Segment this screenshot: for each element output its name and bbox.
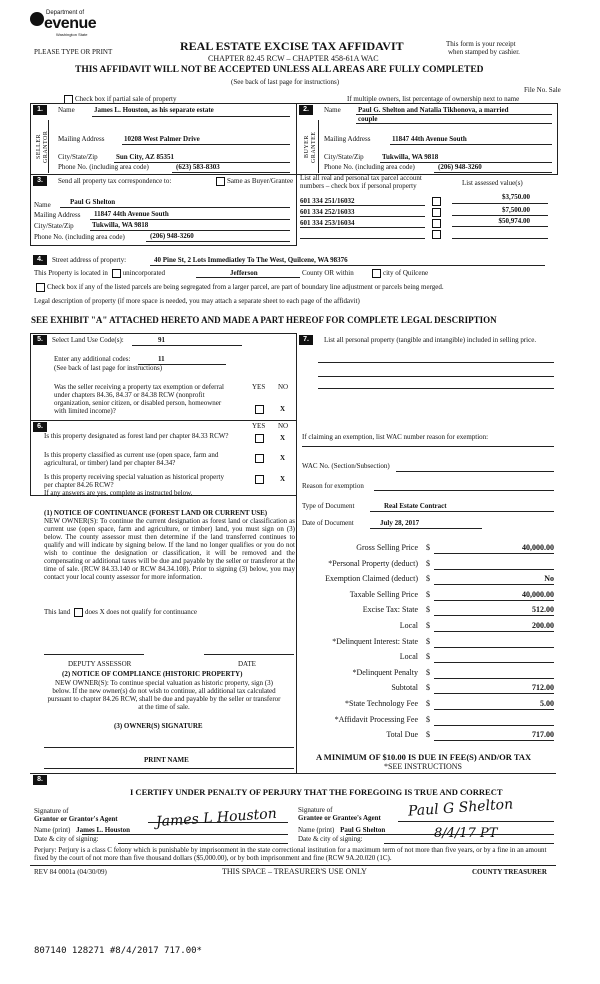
buyer-name-1: Paul G. Shelton and Natalia Tikhonova, a married <box>358 106 509 114</box>
yes-checkbox[interactable] <box>255 405 264 414</box>
personal-property-checkbox[interactable] <box>432 208 441 217</box>
tax-row-value[interactable]: 200.00 <box>532 621 554 630</box>
city-of-row: city of Quilcene <box>370 269 428 278</box>
tax-row-line <box>434 615 554 616</box>
forest-land-question: Is this property designated as forest land per chapter 84.33 RCW? <box>44 432 229 440</box>
tax-row-line <box>434 600 554 601</box>
tax-row-line <box>434 631 554 632</box>
buyer-mail-label: Mailing Address <box>324 135 371 143</box>
dollar-sign: $ <box>426 621 430 630</box>
county-or-label: County OR within <box>302 269 354 277</box>
sec3-mail: 11847 44th Avenue South <box>94 210 169 218</box>
grantee-signature: Paul G Shelton <box>407 796 514 820</box>
current-use-question: Is this property classified as current use (open space, farm and agricultural, or timber) land per chapter 84.34? <box>44 451 219 467</box>
receipt-note-1: This form is your receipt <box>446 40 516 48</box>
form-subtitle: CHAPTER 82.45 RCW – CHAPTER 458-61A WAC <box>208 54 379 63</box>
same-as-buyer-checkbox[interactable] <box>216 177 225 186</box>
land-use-label: Select Land Use Code(s): <box>52 336 124 344</box>
tax-row-line <box>434 662 554 663</box>
seller-name-label: Name <box>58 106 75 114</box>
tax-row-line <box>434 740 554 741</box>
grantee-name-row: Name (print) Paul G Shelton <box>298 826 386 834</box>
form-revision: REV 84 0001a (04/30/09) <box>34 868 107 876</box>
does-checkbox[interactable] <box>74 608 83 617</box>
section-4-number: 4. <box>33 255 47 265</box>
tax-row-line <box>434 569 554 570</box>
tax-row-line <box>434 553 554 554</box>
sec3-phone: (206) 948-3260 <box>150 232 194 240</box>
seller-phone: (623) 583-8303 <box>176 163 220 171</box>
yes-checkbox[interactable] <box>255 454 264 463</box>
dollar-sign: $ <box>426 605 430 614</box>
yes-checkbox[interactable] <box>255 475 264 484</box>
doc-type-label: Type of Document <box>302 502 355 510</box>
personal-property-checkbox[interactable] <box>432 197 441 206</box>
section-1-number: 1. <box>33 105 47 115</box>
seller-mail: 10208 West Palmer Drive <box>124 135 200 143</box>
assessed-value: $50,974.00 <box>498 217 530 225</box>
notice-compliance-text: NEW OWNER(S): To continue special valuation as historic property, sign (3) below. If the new owner(s) do not wish to continue, all additional tax calculated pursuant to chapter 84.26 RCW, shall be due and payable by the seller or transferor at the time of sale. <box>47 679 281 711</box>
treasurer-use-note: THIS SPACE – TREASURER'S USE ONLY <box>222 867 367 876</box>
seller-city: Sun City, AZ 85351 <box>116 153 174 161</box>
sec3-name-label: Name <box>34 201 51 209</box>
additional-codes-label: Enter any additional codes: <box>54 355 131 363</box>
dollar-sign: $ <box>426 715 430 724</box>
tax-row-label: Subtotal <box>391 683 418 692</box>
form-warning: THIS AFFIDAVIT WILL NOT BE ACCEPTED UNLESS ALL AREAS ARE FULLY COMPLETED <box>75 65 484 75</box>
grantor-sig-label-2: Grantor or Grantor's Agent <box>34 815 118 823</box>
wac-reason-label: If claiming an exemption, list WAC number reason for exemption: <box>302 433 489 441</box>
grantor-signature: James L Houston <box>155 805 278 831</box>
tax-row-label: Exemption Claimed (deduct) <box>325 574 418 583</box>
personal-property-checkbox[interactable] <box>432 230 441 239</box>
tax-row-value[interactable]: 512.00 <box>532 605 554 614</box>
dollar-sign: $ <box>426 543 430 552</box>
if-yes-instruction: If any answers are yes, complete as instructed below. <box>44 489 193 497</box>
buyer-name-label: Name <box>324 106 341 114</box>
see-back-note: (See back of last page for instructions) <box>231 78 340 86</box>
grantee-sig-label-1: Signature of <box>298 806 333 814</box>
dollar-sign: $ <box>426 730 430 739</box>
no-mark: X <box>280 434 286 442</box>
tax-row-line <box>434 725 554 726</box>
deputy-assessor-label: DEPUTY ASSESSOR <box>68 660 132 668</box>
perjury-notice: Perjury: Perjury is a class C felony which is punishable by imprisonment in the state correctional institution for a maximum term of not more than five years, or by a fine in an amount fixed by the court of not more than five thousand dollars ($5,000.00), or by both imprisonment and fine (RCW 9A.20.020 (1C). <box>34 846 547 862</box>
section-5-number: 5. <box>33 335 47 345</box>
buyer-city: Tukwilla, WA 9818 <box>382 153 439 161</box>
land-use-code: 91 <box>158 336 165 344</box>
grantee-date-city: 8/4/17 PT <box>434 826 498 841</box>
tax-row-value[interactable]: 717.00 <box>532 730 554 739</box>
tax-row-value[interactable]: 40,000.00 <box>522 590 554 599</box>
unincorporated-checkbox[interactable] <box>112 269 121 278</box>
doc-date: July 28, 2017 <box>380 519 420 527</box>
buyer-phone: (206) 948-3260 <box>438 163 482 171</box>
no-header: NO <box>278 383 289 391</box>
dollar-sign: $ <box>426 683 430 692</box>
tax-row-value[interactable]: No <box>544 574 554 583</box>
segregated-row: Check box if any of the listed parcels are being segregated from a larger parcel, are part of boundary line adjustment or parcels being merged. <box>34 283 444 292</box>
dollar-sign: $ <box>426 699 430 708</box>
assessed-label: List assessed value(s) <box>462 179 523 187</box>
tax-row-label: *Affidavit Processing Fee <box>334 715 418 724</box>
agency-name: evenue <box>44 15 97 32</box>
no-header: NO <box>278 422 289 430</box>
parcel-number: 601 334 252/16033 <box>300 208 355 217</box>
parcel-number: 601 334 253/16034 <box>300 219 355 228</box>
tax-row-line <box>434 693 554 694</box>
yes-checkbox[interactable] <box>255 434 264 443</box>
buyer-phone-label: Phone No. (including area code) <box>324 163 415 171</box>
buyer-side-label: BUYER GRANTEE <box>304 131 317 163</box>
no-mark: X <box>280 405 286 413</box>
send-correspondence-label: Send all property tax correspondence to: <box>58 177 172 185</box>
qualify-row: This land does X does not qualify for continuance <box>44 608 197 617</box>
additional-codes: 11 <box>158 355 165 363</box>
property-location-row: This Property is located in unincorporated <box>34 269 166 278</box>
sec3-mail-label: Mailing Address <box>34 211 81 219</box>
file-no: File No. Sale <box>524 86 561 94</box>
county-name: Jefferson <box>230 269 258 277</box>
dollar-sign: $ <box>426 574 430 583</box>
assessed-value: $7,500.00 <box>502 206 530 214</box>
exemption-reason-label: Reason for exemption <box>302 482 364 490</box>
dollar-sign: $ <box>426 559 430 568</box>
tax-row-value[interactable]: 40,000.00 <box>522 543 554 552</box>
tax-row-line <box>434 584 554 585</box>
tax-row-label: Excise Tax: State <box>362 605 418 614</box>
agency-logo <box>30 10 100 42</box>
seller-mail-label: Mailing Address <box>58 135 105 143</box>
buyer-city-label: City/State/Zip <box>324 153 364 161</box>
tax-row-label: *State Technology Fee <box>344 699 418 708</box>
no-mark: X <box>280 475 286 483</box>
seller-side-label: SELLER GRANTOR <box>36 130 49 164</box>
seller-city-label: City/State/Zip <box>58 153 98 161</box>
tax-row-label: *Personal Property (deduct) <box>328 559 418 568</box>
notice-continuance-title: (1) NOTICE OF CONTINUANCE (FOREST LAND OR CURRENT USE) <box>44 509 268 517</box>
parcel-number: 601 334 251/16032 <box>300 197 355 206</box>
receipt-note-2: when stamped by cashier. <box>448 48 520 56</box>
assessor-date-label: DATE <box>238 660 256 668</box>
print-name-label: PRINT NAME <box>144 756 189 764</box>
tax-row-line <box>434 678 554 679</box>
property-street: 40 Pine St, 2 Lots Immediatley To The West, Quilcene, WA 98376 <box>154 256 348 264</box>
tax-row-line <box>434 709 554 710</box>
tax-row-value[interactable]: 5.00 <box>540 699 554 708</box>
tax-row-label: *Delinquent Penalty <box>352 668 418 677</box>
doc-type: Real Estate Contract <box>384 502 447 510</box>
notice-compliance-title: (2) NOTICE OF COMPLIANCE (HISTORIC PROPERTY) <box>62 670 243 678</box>
land-use-see-back: (See back of last page for instructions) <box>54 364 163 372</box>
tax-row-label: Local <box>399 621 418 630</box>
personal-property-checkbox[interactable] <box>432 219 441 228</box>
logo-swoosh-icon <box>30 12 44 26</box>
owner-signature-label: (3) OWNER(S) SIGNATURE <box>114 722 203 730</box>
tax-row-label: *Delinquent Interest: State <box>332 637 418 646</box>
grantor-name-row: Name (print) James L. Houston <box>34 826 130 834</box>
certify-statement: I CERTIFY UNDER PENALTY OF PERJURY THAT THE FOREGOING IS TRUE AND CORRECT <box>130 787 503 797</box>
sec3-phone-label: Phone No. (including area code) <box>34 233 125 241</box>
tax-row-label: Gross Selling Price <box>356 543 418 552</box>
tax-row-value[interactable]: 712.00 <box>532 683 554 692</box>
assessed-value: $3,750.00 <box>502 193 530 201</box>
sec3-city-label: City/State/Zip <box>34 222 74 230</box>
tax-row-label: Local <box>399 652 418 661</box>
partial-sale-row: Check box if partial sale of property <box>62 95 176 104</box>
exemption-question: Was the seller receiving a property tax exemption or deferral under chapters 84.36, 84.37 or 84.38 RCW (nonprofit organization, senior citizen, or disabled person, homeowner with limited income)? <box>54 383 224 415</box>
notice-continuance-text: NEW OWNER(S): To continue the current designation as forest land or classification as current use (open space, farm and agriculture, or timber) land, you must sign on (3) below. The county assessor must then determine if the land transferred continues to qualify and will indicate by signing below. If the land no longer qualifies or you do not wish to continue the designation or classification, it will be removed and the compensating or additional taxes will be due and payable by the seller or transferor at the time of sale. (RCW 84.33.140 or RCW 84.34.108). Prior to signing (3) below, you may contact your local county assessor for more information. <box>44 517 295 581</box>
cashier-stamp: 807140 128271 #8/4/2017 717.00* <box>34 946 202 956</box>
see-instructions: *SEE INSTRUCTIONS <box>384 762 463 771</box>
dollar-sign: $ <box>426 637 430 646</box>
city-checkbox[interactable] <box>372 269 381 278</box>
grantor-sig-label-1: Signature of <box>34 807 69 815</box>
personal-property-label: List all personal property (tangible and intangible) included in selling price. <box>324 336 537 344</box>
seller-phone-label: Phone No. (including area code) <box>58 163 149 171</box>
buyer-name-2: couple <box>358 115 378 123</box>
please-type: PLEASE TYPE OR PRINT <box>34 48 113 56</box>
multiple-owners-note: If multiple owners, list percentage of ownership next to name <box>347 95 520 103</box>
county-treasurer-label: COUNTY TREASURER <box>472 868 547 876</box>
sec3-name: Paul G Shelton <box>70 198 116 206</box>
no-mark: X <box>280 454 286 462</box>
parcel-list-label-2: numbers – check box if personal property <box>300 182 417 190</box>
tax-row-line <box>434 647 554 648</box>
section-3-number: 3. <box>33 176 47 186</box>
buyer-mail: 11847 44th Avenue South <box>392 135 467 143</box>
dollar-sign: $ <box>426 668 430 677</box>
doc-date-label: Date of Document <box>302 519 354 527</box>
grantee-sig-label-2: Grantee or Grantee's Agent <box>298 814 381 822</box>
same-as-buyer: Same as Buyer/Grantee <box>214 177 293 186</box>
section-7-number: 7. <box>299 335 313 345</box>
agency-line3: Washington State <box>56 32 88 37</box>
agency-line1: Department of <box>46 10 85 16</box>
seller-name: James L. Houston, as his separate estate <box>94 106 214 114</box>
section-6-number: 6. <box>33 422 47 432</box>
legal-description-label: Legal description of property (if more space is needed, you may attach a separate sheet to each page of the affidavit) <box>34 297 360 305</box>
street-label: Street address of property: <box>52 256 127 264</box>
section-2-number: 2. <box>299 105 313 115</box>
tax-row-label: Total Due <box>386 730 418 739</box>
yes-header: YES <box>252 422 266 430</box>
dollar-sign: $ <box>426 590 430 599</box>
form-title: REAL ESTATE EXCISE TAX AFFIDAVIT <box>180 39 404 53</box>
wac-number-label: WAC No. (Section/Subsection) <box>302 462 390 470</box>
dollar-sign: $ <box>426 652 430 661</box>
exhibit-a-note: SEE EXHIBIT "A" ATTACHED HERETO AND MADE A PART HEREOF FOR COMPLETE LEGAL DESCRIPTION <box>31 315 497 325</box>
grantee-date-label: Date & city of signing: <box>298 835 363 843</box>
parcel-list-label-1: List all real and personal tax parcel account <box>300 174 422 182</box>
segregated-checkbox[interactable] <box>36 283 45 292</box>
grantor-date-label: Date & city of signing: <box>34 835 99 843</box>
sec3-city: Tukwilla, WA 9818 <box>92 221 149 229</box>
yes-header: YES <box>252 383 266 391</box>
tax-row-label: Taxable Selling Price <box>349 590 418 599</box>
section-8-number: 8. <box>33 775 47 785</box>
historic-question: Is this property receiving special valuation as historical property per chapter 84.26 RCW? <box>44 473 225 489</box>
minimum-fee-note: A MINIMUM OF $10.00 IS DUE IN FEE(S) AND/OR TAX <box>316 752 532 762</box>
